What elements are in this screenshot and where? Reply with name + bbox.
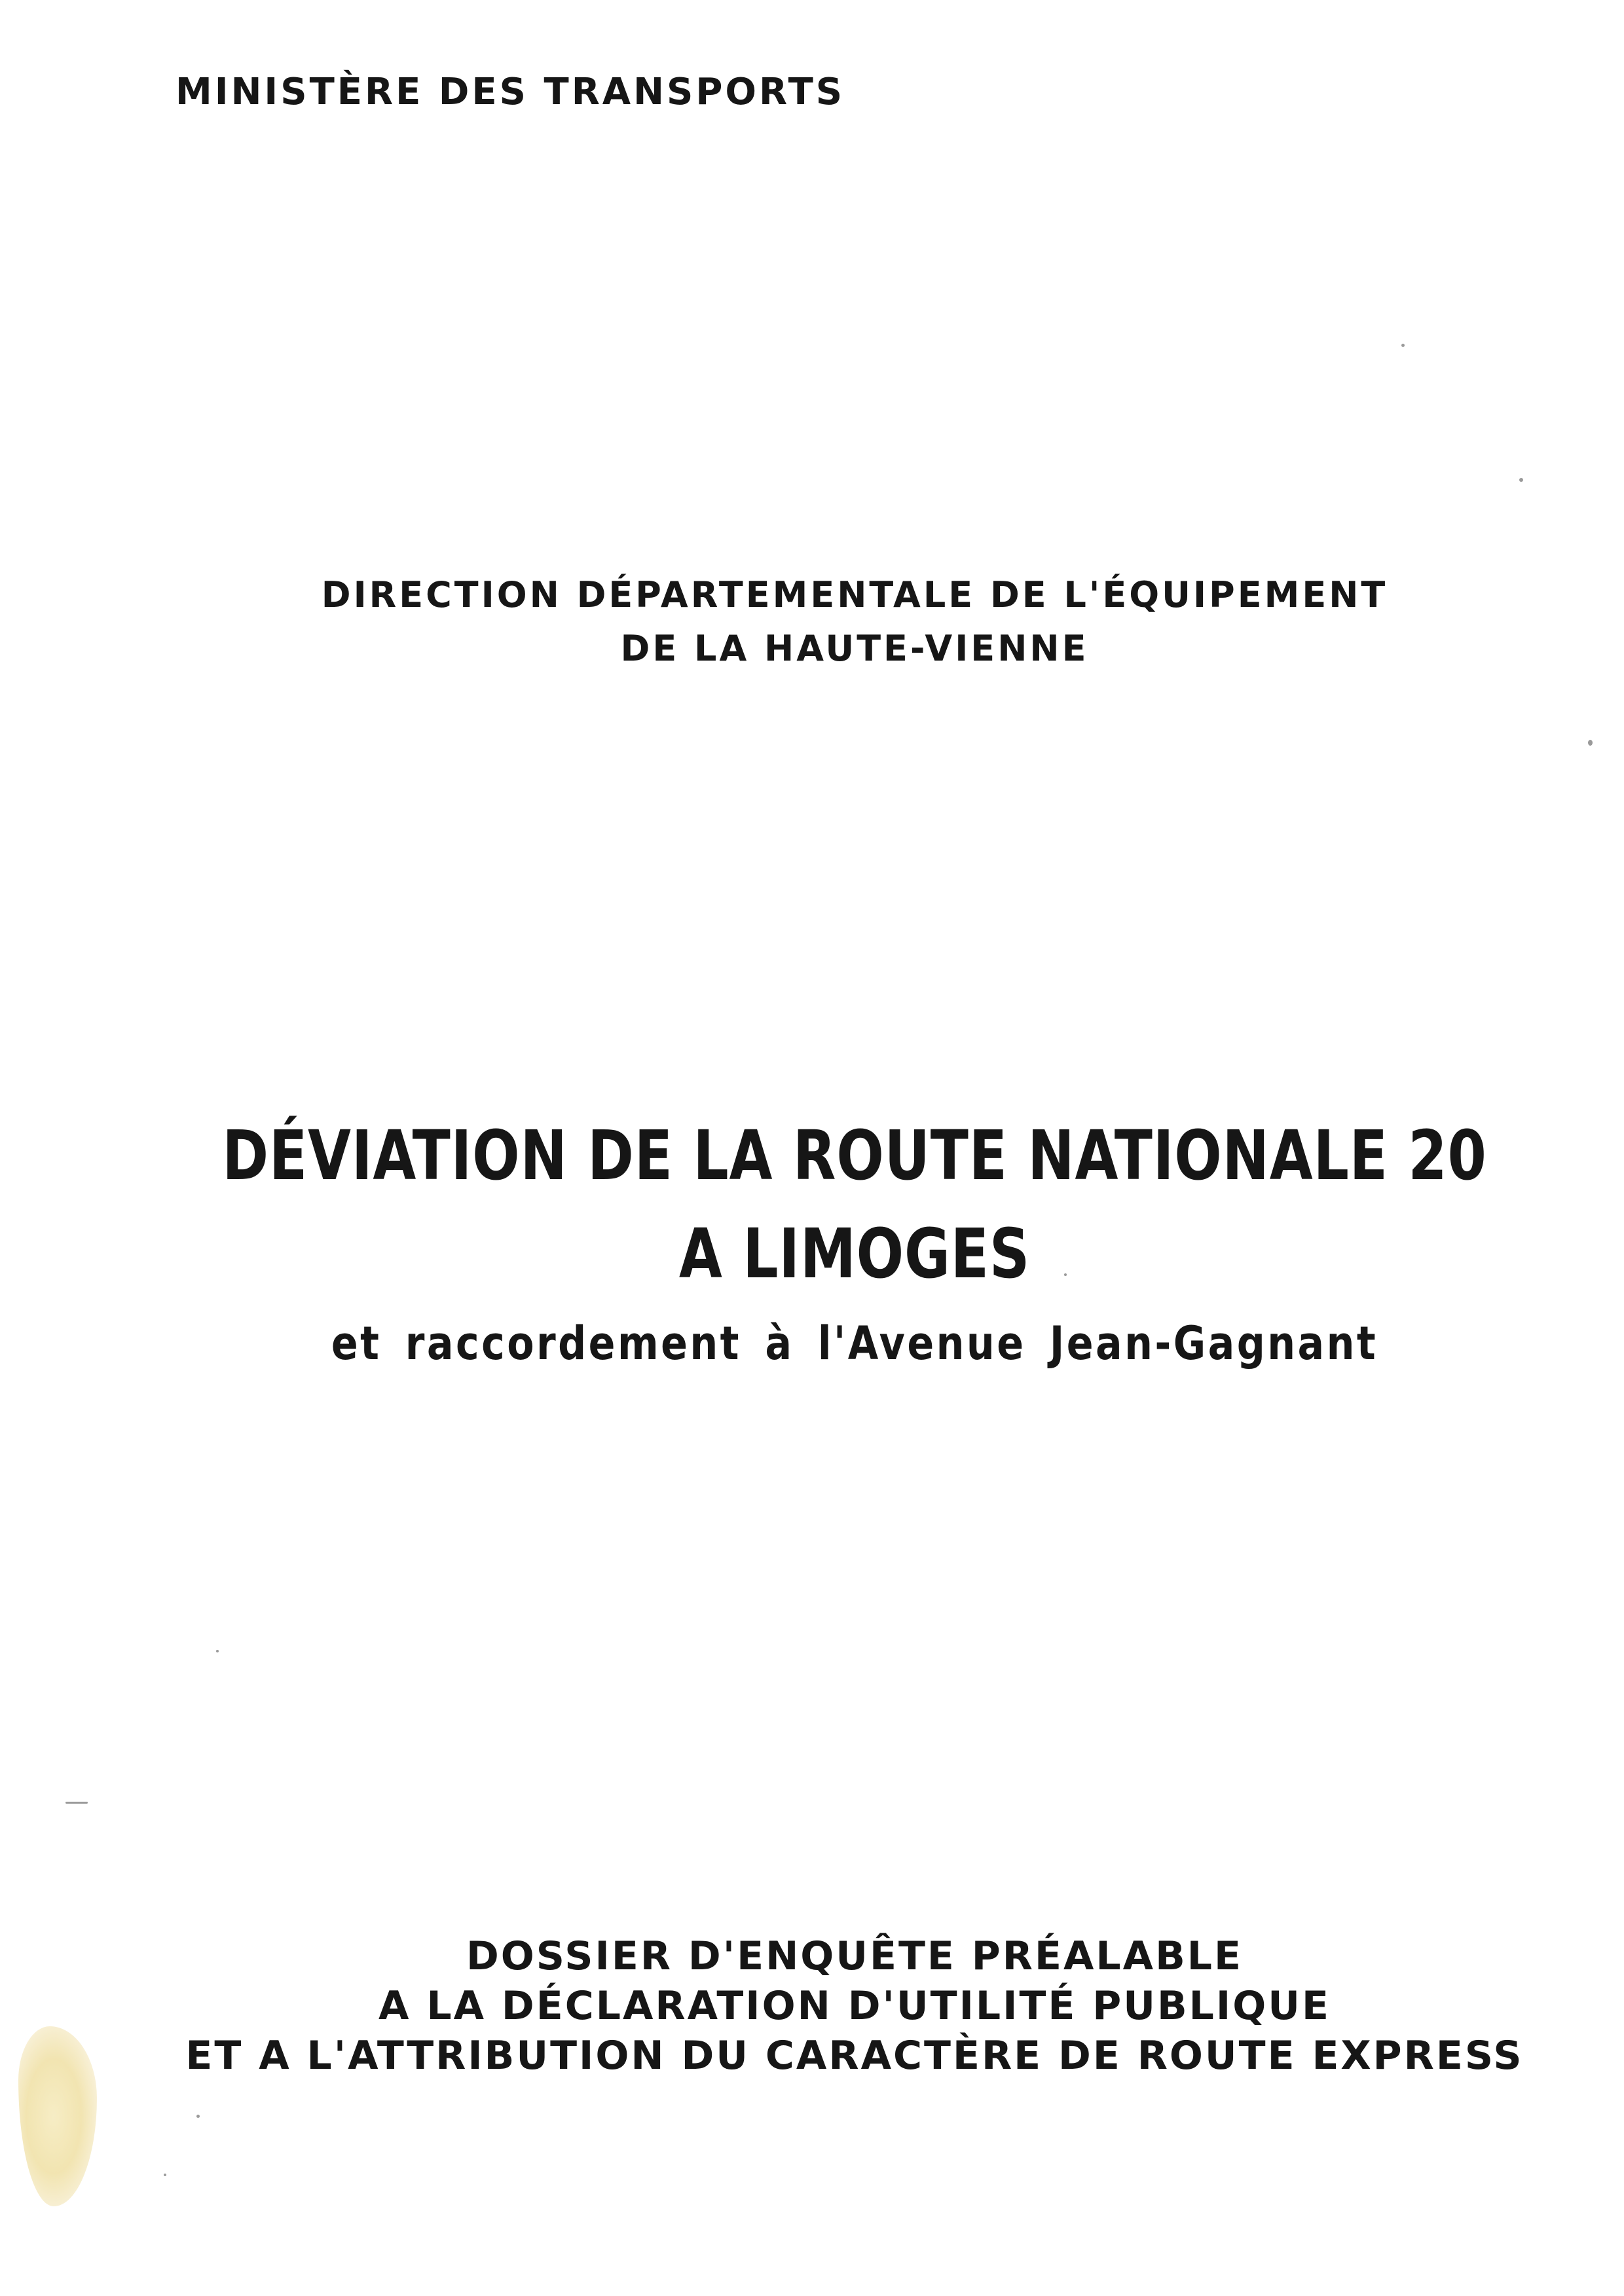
dossier-line-3: ET A L'ATTRIBUTION DU CARACTÈRE DE ROUTE EXPRESS: [185, 2033, 1524, 2079]
paper-speck: [196, 2115, 200, 2118]
ministry-heading: MINISTÈRE DES TRANSPORTS: [175, 71, 845, 113]
title-line-1: DÉVIATION DE LA ROUTE NATIONALE 20: [222, 1116, 1487, 1195]
paper-speck: [1401, 344, 1405, 347]
direction-line-2: DE LA HAUTE-VIENNE: [620, 628, 1089, 669]
paper-speck: [1588, 740, 1593, 746]
title-subtitle: et raccordement à l'Avenue Jean-Gagnant: [331, 1317, 1378, 1370]
paper-speck: [1064, 1273, 1067, 1276]
paper-speck: [65, 1802, 88, 1804]
paper-speck: [1519, 478, 1523, 482]
direction-line-1: DIRECTION DÉPARTEMENTALE DE L'ÉQUIPEMENT: [321, 574, 1388, 615]
title-line-2: A LIMOGES: [678, 1214, 1031, 1294]
paper-speck: [164, 2174, 166, 2176]
dossier-line-2: A LA DÉCLARATION D'UTILITÉ PUBLIQUE: [378, 1983, 1331, 2029]
dossier-description: [0, 1931, 1624, 2081]
dossier-line-1: DOSSIER D'ENQUÊTE PRÉALABLE: [466, 1933, 1244, 1979]
paper-stain: [18, 2026, 97, 2206]
document-title: [0, 1106, 1624, 1376]
direction-heading: [0, 568, 1624, 676]
paper-speck: [216, 1650, 219, 1652]
